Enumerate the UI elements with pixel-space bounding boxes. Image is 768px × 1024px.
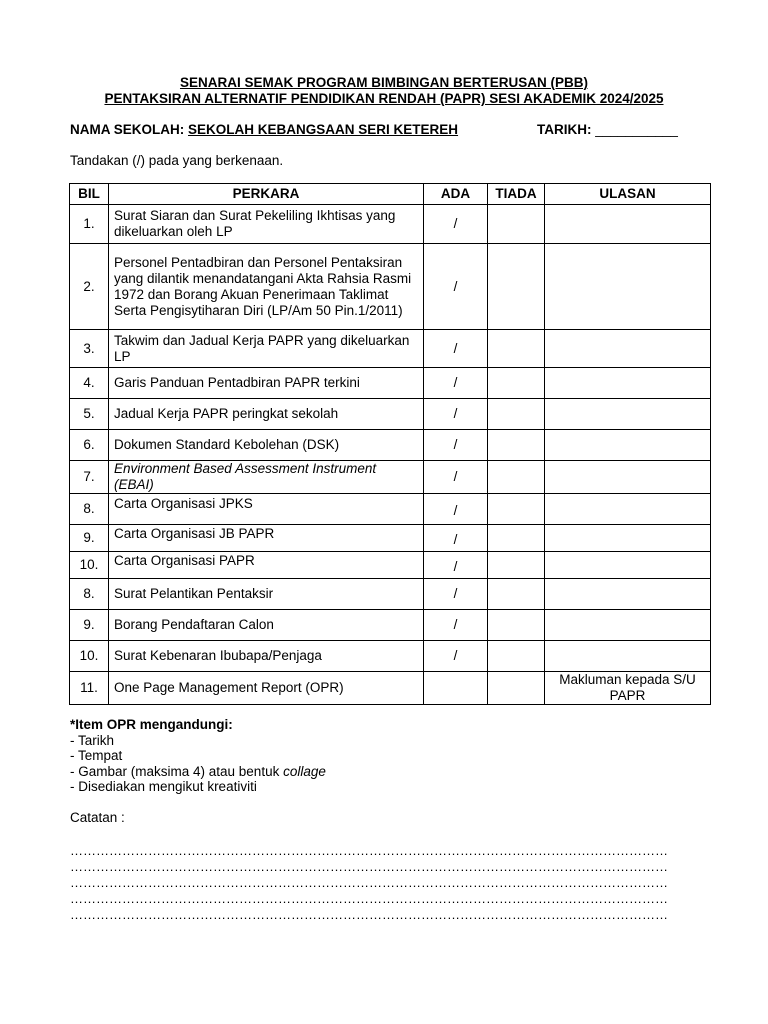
title-line-2: PENTAKSIRAN ALTERNATIF PENDIDIKAN RENDAH (PAPR) SESI AKADEMIK 2024/2025 bbox=[104, 91, 664, 106]
table-row bbox=[70, 579, 711, 610]
opr-heading: *Item OPR mengandungi: bbox=[70, 717, 233, 732]
cell-tiada bbox=[488, 399, 545, 430]
cell-perkara: Carta Organisasi JB PAPR bbox=[109, 525, 424, 552]
table-row bbox=[70, 552, 711, 579]
cell-ulasan bbox=[545, 525, 711, 552]
cell-tiada bbox=[488, 368, 545, 399]
cell-tiada bbox=[488, 430, 545, 461]
cell-perkara: Surat Pelantikan Pentaksir bbox=[109, 579, 424, 610]
cell-tiada bbox=[488, 579, 545, 610]
cell-perkara: Dokumen Standard Kebolehan (DSK) bbox=[109, 430, 424, 461]
cell-bil: 7. bbox=[70, 461, 109, 494]
table-row bbox=[70, 525, 711, 552]
opr-item-photos-italic: collage bbox=[283, 763, 326, 779]
cell-ulasan bbox=[545, 368, 711, 399]
cell-bil: 9. bbox=[70, 525, 109, 552]
cell-bil: 8. bbox=[70, 494, 109, 525]
table-header-row bbox=[70, 184, 711, 205]
cell-tiada bbox=[488, 672, 545, 705]
ada-mark: / bbox=[453, 278, 458, 294]
cell-ulasan bbox=[545, 552, 711, 579]
cell-perkara: Surat Siaran dan Surat Pekeliling Ikhtisas yang dikeluarkan oleh LP bbox=[109, 205, 424, 244]
cell-ulasan bbox=[545, 205, 711, 244]
opr-item-date: - Tarikh bbox=[70, 732, 115, 748]
table-row bbox=[70, 461, 711, 494]
cell-ada: / bbox=[424, 552, 488, 579]
table-row bbox=[70, 672, 711, 705]
cell-ada: / bbox=[424, 610, 488, 641]
cell-ulasan: Makluman kepada S/U PAPR bbox=[545, 672, 711, 705]
header-ulasan: ULASAN bbox=[545, 184, 711, 205]
opr-item-photos bbox=[70, 764, 326, 780]
instruction-text: Tandakan (/) pada yang berkenaan. bbox=[70, 153, 284, 168]
cell-ada: / bbox=[424, 494, 488, 525]
cell-bil: 8. bbox=[70, 579, 109, 610]
cell-tiada bbox=[488, 494, 545, 525]
table-row bbox=[70, 330, 711, 368]
cell-bil: 10. bbox=[70, 552, 109, 579]
cell-ulasan bbox=[545, 244, 711, 330]
notes-label: Catatan : bbox=[70, 810, 125, 825]
cell-ada: / bbox=[424, 330, 488, 368]
cell-tiada bbox=[488, 461, 545, 494]
cell-tiada bbox=[488, 610, 545, 641]
cell-bil: 6. bbox=[70, 430, 109, 461]
cell-tiada bbox=[488, 525, 545, 552]
cell-perkara: Jadual Kerja PAPR peringkat sekolah bbox=[109, 399, 424, 430]
header-ada: ADA bbox=[424, 184, 488, 205]
table-row bbox=[70, 244, 711, 330]
cell-ada bbox=[424, 672, 488, 705]
notes-line-2: ………………………………………………………………………………………………………………………… bbox=[70, 859, 668, 874]
cell-bil: 9. bbox=[70, 610, 109, 641]
cell-bil: 4. bbox=[70, 368, 109, 399]
cell-ulasan bbox=[545, 579, 711, 610]
cell-ulasan bbox=[545, 610, 711, 641]
date-label: TARIKH: bbox=[537, 122, 592, 137]
cell-ada: / bbox=[424, 399, 488, 430]
cell-bil: 3. bbox=[70, 330, 109, 368]
cell-perkara: Carta Organisasi PAPR bbox=[109, 552, 424, 579]
cell-tiada bbox=[488, 552, 545, 579]
cell-ulasan bbox=[545, 641, 711, 672]
header-tiada: TIADA bbox=[488, 184, 545, 205]
opr-item-creativity: - Disediakan mengikut kreativiti bbox=[70, 779, 257, 794]
cell-ulasan bbox=[545, 430, 711, 461]
cell-bil: 5. bbox=[70, 399, 109, 430]
cell-bil: 10. bbox=[70, 641, 109, 672]
date-line bbox=[537, 122, 678, 137]
cell-perkara: Environment Based Assessment Instrument (EBAI) bbox=[109, 461, 424, 494]
cell-ulasan bbox=[545, 461, 711, 494]
table-row bbox=[70, 610, 711, 641]
header-perkara: PERKARA bbox=[109, 184, 424, 205]
opr-item-place: - Tempat bbox=[70, 748, 123, 763]
cell-ada: / bbox=[424, 205, 488, 244]
cell-perkara: One Page Management Report (OPR) bbox=[109, 672, 424, 705]
cell-tiada bbox=[488, 205, 545, 244]
notes-line-4: ………………………………………………………………………………………………………………………… bbox=[70, 891, 668, 906]
table-row bbox=[70, 368, 711, 399]
table-row bbox=[70, 494, 711, 525]
date-blank: ___________ bbox=[595, 122, 678, 137]
notes-line-3: ………………………………………………………………………………………………………………………… bbox=[70, 875, 668, 890]
cell-ada: / bbox=[424, 641, 488, 672]
school-name: SEKOLAH KEBANGSAAN SERI KETEREH bbox=[188, 122, 459, 137]
cell-bil: 2. bbox=[70, 244, 109, 330]
cell-ada: / bbox=[424, 430, 488, 461]
cell-tiada bbox=[488, 244, 545, 330]
cell-bil: 11. bbox=[70, 672, 109, 705]
notes-line-1: ………………………………………………………………………………………………………………………… bbox=[70, 843, 668, 858]
opr-items-block bbox=[70, 717, 326, 795]
cell-tiada bbox=[488, 330, 545, 368]
table-row bbox=[70, 641, 711, 672]
school-label: NAMA SEKOLAH: bbox=[70, 122, 185, 137]
cell-perkara: Garis Panduan Pentadbiran PAPR terkini bbox=[109, 368, 424, 399]
title-line-1: SENARAI SEMAK PROGRAM BIMBINGAN BERTERUSAN (PBB) bbox=[179, 75, 588, 90]
school-line bbox=[70, 122, 458, 137]
cell-ada: / bbox=[424, 579, 488, 610]
cell-bil: 1. bbox=[70, 205, 109, 244]
opr-item-photos-text: - Gambar (maksima 4) atau bentuk bbox=[70, 763, 284, 779]
cell-perkara: Carta Organisasi JPKS bbox=[109, 494, 424, 525]
cell-ulasan bbox=[545, 330, 711, 368]
table-row bbox=[70, 399, 711, 430]
cell-ulasan bbox=[545, 494, 711, 525]
notes-line-5: ………………………………………………………………………………………………………………………… bbox=[70, 907, 668, 922]
header-bil: BIL bbox=[70, 184, 109, 205]
checklist-table bbox=[69, 183, 711, 705]
cell-ada: / bbox=[424, 461, 488, 494]
table-row bbox=[70, 430, 711, 461]
cell-tiada bbox=[488, 641, 545, 672]
cell-perkara: Borang Pendaftaran Calon bbox=[109, 610, 424, 641]
cell-ulasan bbox=[545, 399, 711, 430]
table-row bbox=[70, 205, 711, 244]
cell-ada: / bbox=[424, 368, 488, 399]
cell-ada bbox=[424, 244, 488, 330]
cell-perkara: Takwim dan Jadual Kerja PAPR yang dikeluarkan LP bbox=[109, 330, 424, 368]
cell-perkara: Personel Pentadbiran dan Personel Pentaksiran yang dilantik menandatangani Akta Rahsia Rasmi 1972 dan Borang Akuan Penerimaan Taklimat Serta Pengisytiharan Diri (LP/Am 50 Pin.1/2011) bbox=[109, 244, 424, 330]
cell-perkara: Surat Kebenaran Ibubapa/Penjaga bbox=[109, 641, 424, 672]
cell-ada: / bbox=[424, 525, 488, 552]
